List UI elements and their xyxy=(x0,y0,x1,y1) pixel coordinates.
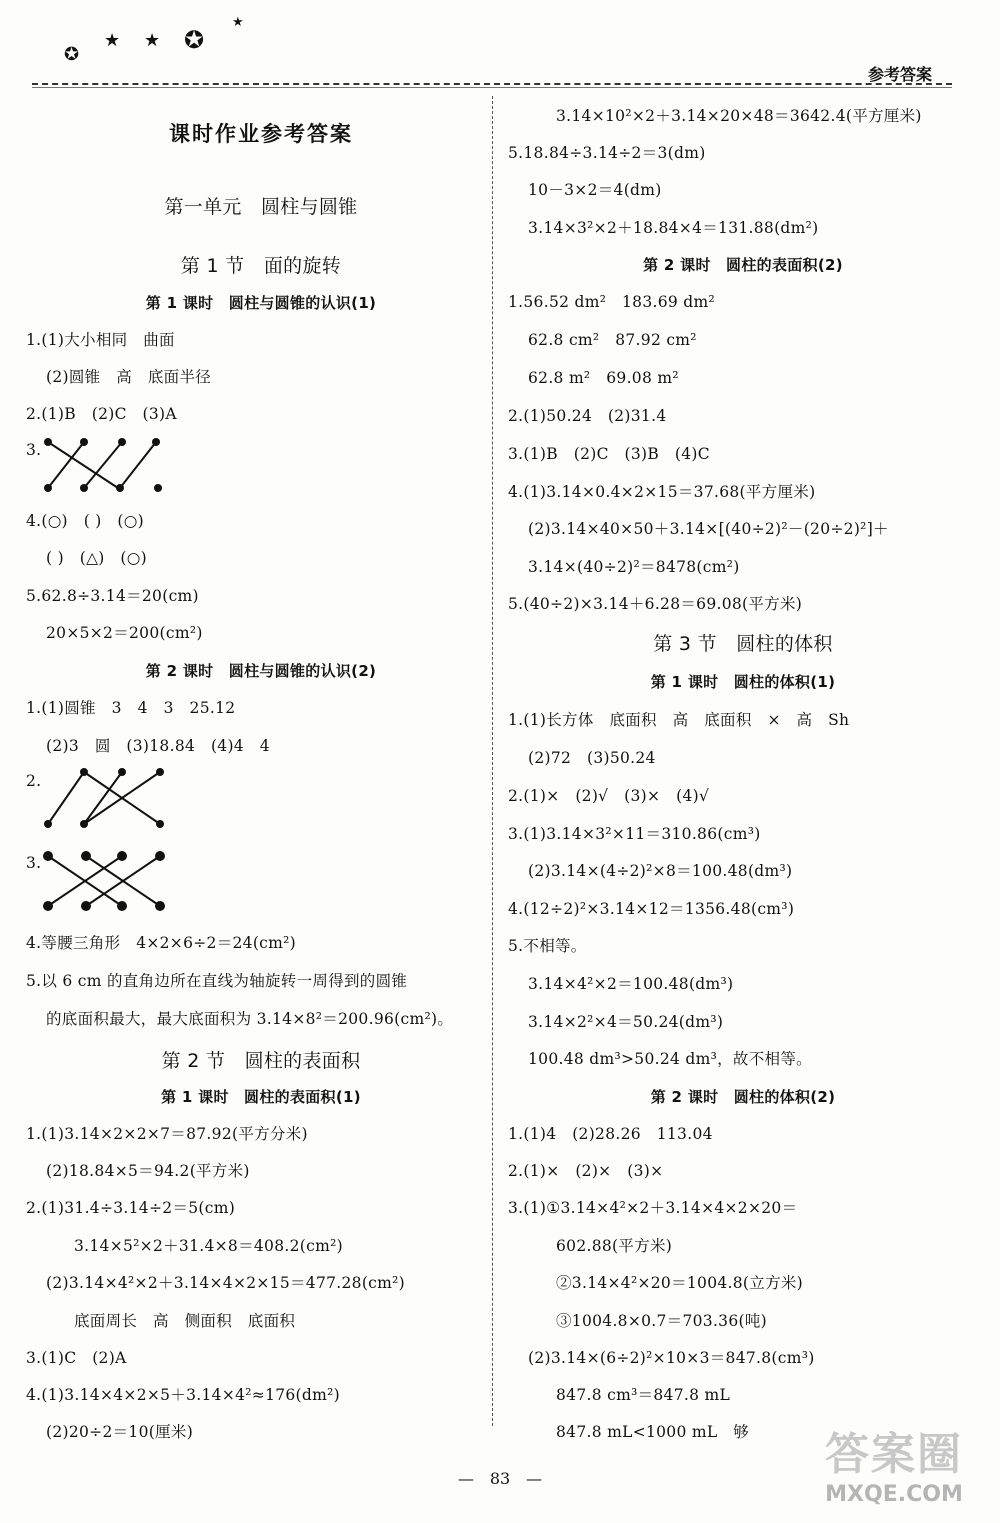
answer-line: (2)3.14×(4÷2)²×8＝100.48(dm³) xyxy=(528,862,793,880)
answer-line: 2.(1)31.4÷3.14÷2＝5(cm) xyxy=(26,1199,236,1217)
answer-line: 3.14×10²×2＋3.14×20×48＝3642.4(平方厘米) xyxy=(556,107,922,125)
answer-line: 602.88(平方米) xyxy=(556,1237,673,1255)
answer-line: 4.等腰三角形 4×2×6÷2＝24(cm²) xyxy=(26,934,297,952)
header-star-decoration xyxy=(60,14,260,66)
matching-diagram xyxy=(42,766,182,832)
answer-line: 4.(12÷2)²×3.14×12＝1356.48(cm³) xyxy=(508,900,795,918)
answer-line: 5.62.8÷3.14＝20(cm) xyxy=(26,587,199,605)
answer-line: 5.以 6 cm 的直角边所在直线为轴旋转一周得到的圆锥 xyxy=(26,972,408,990)
lesson-heading: 第 1 课时 圆柱的表面积(1) xyxy=(161,1088,361,1106)
answer-line: 4.(1)3.14×4×2×5＋3.14×4²≈176(dm²) xyxy=(26,1386,340,1404)
answer-line: 2.(1)50.24 (2)31.4 xyxy=(508,407,667,425)
answer-line: 4.(○) ( ) (○) xyxy=(26,512,144,530)
answer-line: 3.14×3²×2＋18.84×4＝131.88(dm²) xyxy=(528,219,819,237)
answer-line: (2)20÷2＝10(厘米) xyxy=(46,1423,194,1441)
watermark-logo-text: 答案圈 xyxy=(825,1429,963,1480)
answer-line: 20×5×2＝200(cm²) xyxy=(46,624,203,642)
answer-line: 3.(1)①3.14×4²×2＋3.14×4×2×20＝ xyxy=(508,1199,798,1217)
lesson-heading: 第 2 课时 圆柱的表面积(2) xyxy=(643,256,843,274)
answer-line: (2)72 (3)50.24 xyxy=(528,749,656,767)
answer-line: 100.48 dm³>50.24 dm³，故不相等。 xyxy=(528,1050,812,1068)
answer-line: 3.(1)B (2)C (3)B (4)C xyxy=(508,445,710,463)
answer-line: 62.8 m² 69.08 m² xyxy=(528,369,679,387)
section-heading: 第 1 节 面的旋转 xyxy=(180,255,342,277)
answer-line: 底面周长 高 侧面积 底面积 xyxy=(74,1312,296,1330)
header-rule-thin xyxy=(32,87,952,88)
answer-line: 1.(1)4 (2)28.26 113.04 xyxy=(508,1125,713,1143)
answer-line: 2. xyxy=(26,772,42,790)
section-heading: 第 2 节 圆柱的表面积 xyxy=(161,1050,361,1072)
site-watermark xyxy=(810,1418,978,1518)
answer-line: 847.8 mL<1000 mL 够 xyxy=(556,1423,750,1441)
lesson-heading: 第 2 课时 圆柱的体积(2) xyxy=(650,1088,836,1106)
answer-line: 3.(1)3.14×3²×11＝310.86(cm³) xyxy=(508,825,761,843)
section-heading: 第 3 节 圆柱的体积 xyxy=(653,633,833,655)
header-rule xyxy=(32,83,952,85)
answer-line: 62.8 cm² 87.92 cm² xyxy=(528,331,697,349)
answer-line: 1.(1)圆锥 3 4 3 25.12 xyxy=(26,699,236,717)
matching-diagram xyxy=(42,848,182,914)
answer-line: 1.56.52 dm² 183.69 dm² xyxy=(508,293,716,311)
answer-line: 5.(40÷2)×3.14＋6.28＝69.08(平方米) xyxy=(508,595,803,613)
answer-line: 2.(1)B (2)C (3)A xyxy=(26,405,177,423)
matching-diagram xyxy=(42,436,182,496)
answer-line: (2)3.14×4²×2＋3.14×4×2×15＝477.28(cm²) xyxy=(46,1274,406,1292)
answer-line: (2)18.84×5＝94.2(平方米) xyxy=(46,1162,250,1180)
lesson-heading: 第 2 课时 圆柱与圆锥的认识(2) xyxy=(145,662,377,680)
lesson-heading: 第 1 课时 圆柱的体积(1) xyxy=(650,673,836,691)
lesson-heading: 第 1 课时 圆柱与圆锥的认识(1) xyxy=(145,294,377,312)
answer-line: 4.(1)3.14×0.4×2×15＝37.68(平方厘米) xyxy=(508,483,816,501)
star-icon: ★ xyxy=(232,15,244,30)
answer-line: ③1004.8×0.7＝703.36(吨) xyxy=(556,1312,768,1330)
answer-line: 2.(1)× (2)√ (3)× (4)√ xyxy=(508,787,710,805)
star-icon: ★ xyxy=(144,30,161,51)
star-icon: ★ xyxy=(104,30,121,51)
answer-line: 2.(1)× (2)× (3)× xyxy=(508,1162,664,1180)
watermark-url: MXQE.COM xyxy=(825,1482,963,1507)
answer-line: 3.14×5²×2＋31.4×8＝408.2(cm²) xyxy=(74,1237,343,1255)
answer-line: ( ) (△) (○) xyxy=(46,549,147,567)
answer-line: ②3.14×4²×20＝1004.8(立方米) xyxy=(556,1274,804,1292)
answer-line: 的底面积最大，最大底面积为 3.14×8²＝200.96(cm²)。 xyxy=(46,1010,454,1028)
answer-line: 5.18.84÷3.14÷2＝3(dm) xyxy=(508,144,706,162)
answer-line: 3.14×2²×4＝50.24(dm³) xyxy=(528,1013,724,1031)
answer-line: 1.(1)3.14×2×2×7＝87.92(平方分米) xyxy=(26,1125,308,1143)
answer-line: (2)3.14×(6÷2)²×10×3＝847.8(cm³) xyxy=(528,1349,815,1367)
page-title: 课时作业参考答案 xyxy=(169,122,353,146)
answer-line: 1.(1)大小相同 曲面 xyxy=(26,331,175,349)
answer-line: 3. xyxy=(26,854,42,872)
answer-line: 3. xyxy=(26,441,42,459)
answer-line: 847.8 cm³＝847.8 mL xyxy=(556,1386,731,1404)
header-label: 参考答案 xyxy=(867,65,932,84)
answer-line: 1.(1)长方体 底面积 高 底面积 × 高 Sh xyxy=(508,711,850,729)
answer-line: 10－3×2＝4(dm) xyxy=(528,181,662,199)
star-icon: ✪ xyxy=(184,26,205,54)
page-number: — 83 — xyxy=(457,1469,543,1488)
answer-line: 3.14×4²×2＝100.48(dm³) xyxy=(528,975,734,993)
answer-line: (2)3.14×40×50＋3.14×[(40÷2)²－(20÷2)²]＋ xyxy=(528,520,889,538)
answer-line: 3.(1)C (2)A xyxy=(26,1349,127,1367)
answer-line: (2)3 圆 (3)18.84 (4)4 4 xyxy=(46,737,270,755)
answer-line: (2)圆锥 高 底面半径 xyxy=(46,368,212,386)
answer-line: 5.不相等。 xyxy=(508,937,587,955)
star-icon: ✪ xyxy=(64,44,80,65)
unit-heading: 第一单元 圆柱与圆锥 xyxy=(164,196,358,218)
answer-line: 3.14×(40÷2)²＝8478(cm²) xyxy=(528,558,740,576)
